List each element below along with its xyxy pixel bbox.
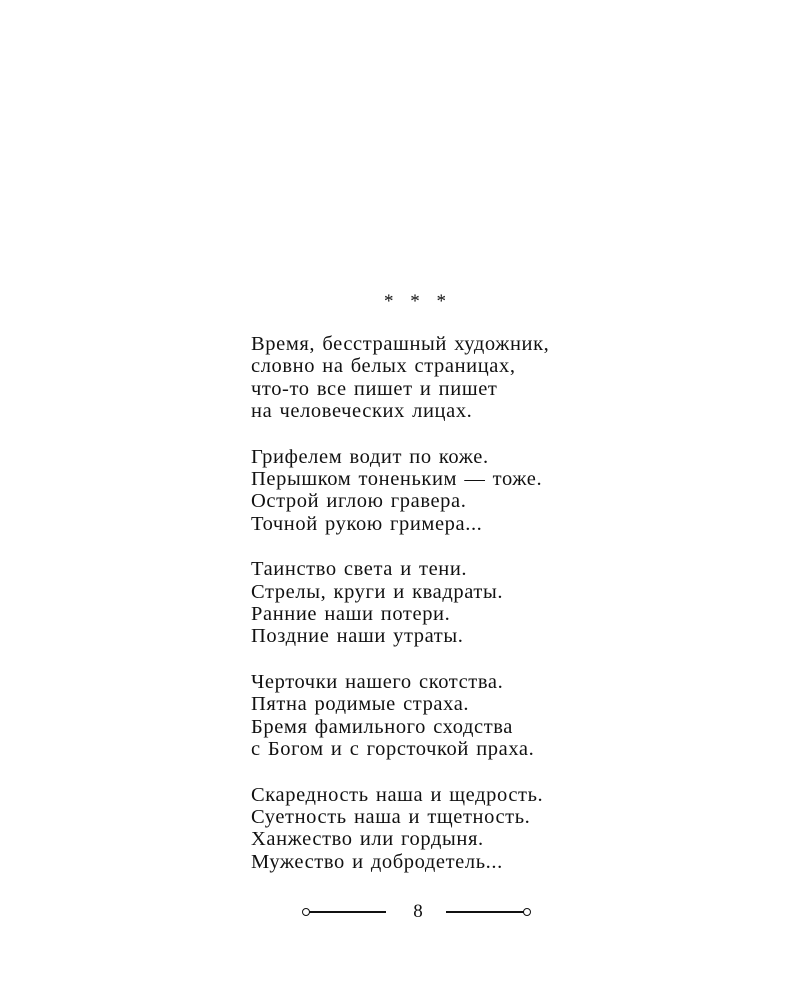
poem-line: что-то все пишет и пишет: [251, 377, 498, 400]
section-ornament: * * *: [384, 291, 452, 312]
footer-rule-right-cap-icon: [523, 908, 531, 916]
poem-line: с Богом и с горсточкой праха.: [251, 738, 535, 761]
poem-line: Бремя фамильного сходства: [251, 715, 513, 738]
page-number: 8: [413, 901, 423, 922]
stanza: [251, 671, 671, 761]
poem-line: на человеческих лицах.: [251, 400, 473, 423]
poem-line: Таинство света и тени.: [251, 558, 468, 581]
footer-rule-right: [446, 911, 526, 913]
stanza: [251, 333, 671, 423]
poem-line: Грифелем водит по коже.: [251, 445, 489, 468]
poem-line: Суетность наша и тщетность.: [251, 805, 531, 828]
poem-line: Мужество и добродетель...: [251, 850, 503, 873]
poem-line: Время, бесстрашный художник,: [251, 333, 550, 355]
poem-line: Черточки нашего скотства.: [251, 670, 504, 693]
poem-line: словно на белых страницах,: [251, 355, 516, 378]
stanza: [251, 558, 671, 648]
poem-line: Перышком тоненьким — тоже.: [251, 468, 543, 491]
poem-line: Скаредность наша и щедрость.: [251, 783, 544, 806]
poem-line: Ранние наши потери.: [251, 603, 451, 626]
poem-line: Острой иглою гравера.: [251, 490, 467, 513]
poem-line: Пятна родимые страха.: [251, 693, 470, 716]
poem-line: Поздние наши утраты.: [251, 625, 464, 648]
page-footer: [0, 900, 800, 924]
poem-line: Точной рукою гримера...: [251, 512, 483, 535]
stanza: [251, 446, 671, 536]
poem-line: Стрелы, круги и квадраты.: [251, 580, 504, 603]
stanza: [251, 784, 671, 874]
poem-line: Ханжество или гордыня.: [251, 828, 484, 851]
poem: [251, 333, 671, 896]
